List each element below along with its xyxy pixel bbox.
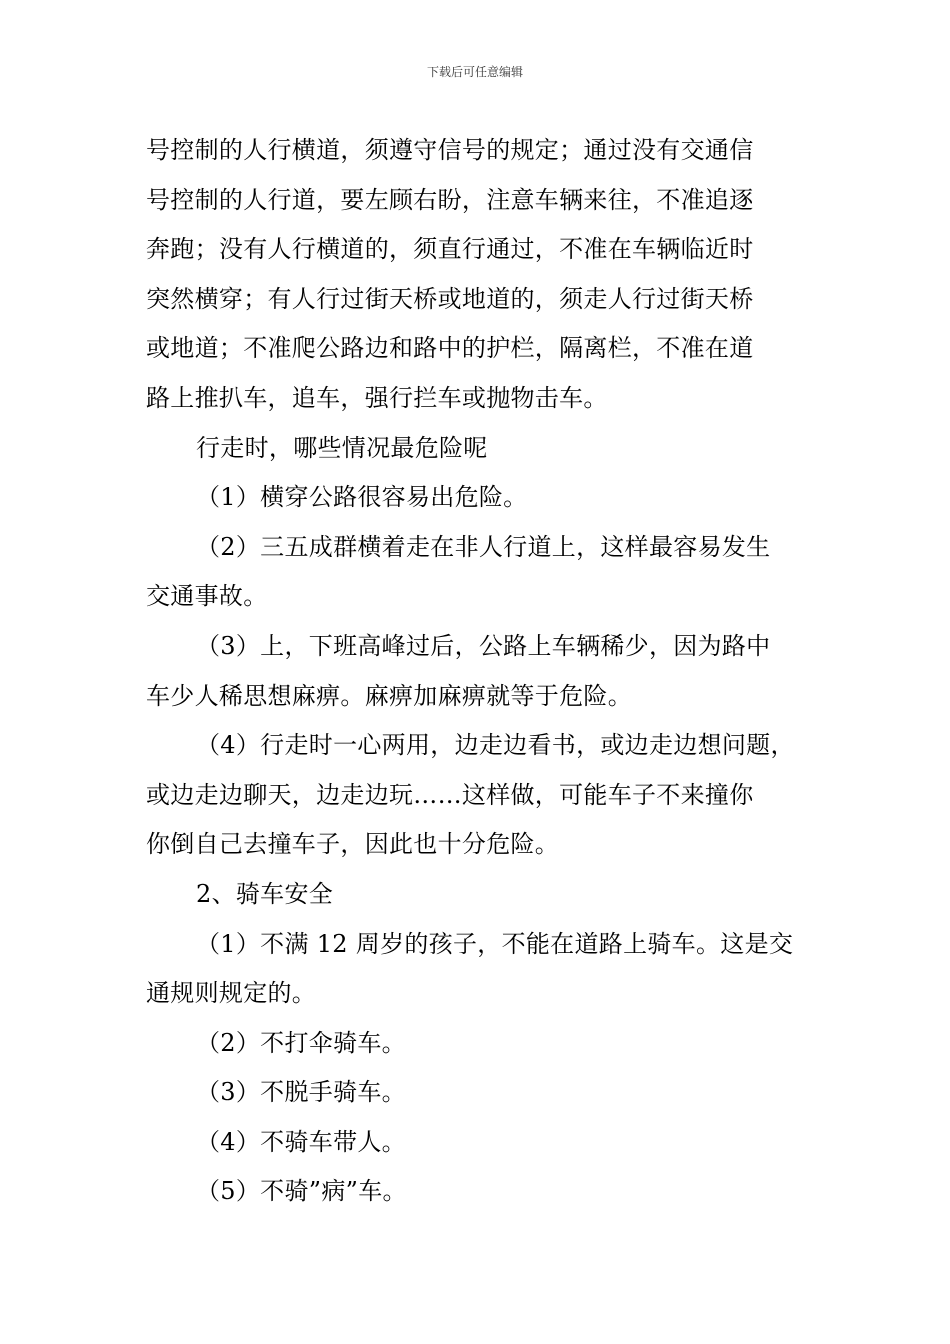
document-body bbox=[146, 126, 836, 1217]
text-line: （2）三五成群横着走在非人行道上，这样最容易发生 bbox=[196, 532, 771, 561]
text-line: （1）不满 12 周岁的孩子，不能在道路上骑车。这是交 bbox=[196, 929, 794, 958]
text-line: （1）横穿公路很容易出危险。 bbox=[196, 483, 528, 512]
paragraph-pedestrian-rules bbox=[146, 126, 836, 424]
text-line: （5）不骑”病”车。 bbox=[196, 1177, 407, 1206]
text-line: （3）上，下班高峰过后，公路上车辆稀少，因为路中 bbox=[196, 631, 771, 660]
text-line: 通规则规定的。 bbox=[146, 979, 317, 1008]
paragraph-danger-question bbox=[146, 424, 836, 474]
text-line: 号控制的人行道，要左顾右盼，注意车辆来往，不准追逐 bbox=[146, 185, 754, 214]
cycling-item-2 bbox=[146, 1019, 836, 1069]
cycling-item-5 bbox=[146, 1167, 836, 1217]
page-header: 下载后可任意编辑 bbox=[426, 65, 523, 79]
text-line: 交通事故。 bbox=[146, 582, 268, 611]
list-item-3 bbox=[146, 622, 836, 721]
text-line: 号控制的人行横道，须遵守信号的规定；通过没有交通信 bbox=[146, 136, 754, 164]
text-line: （4）行走时一心两用，边走边看书，或边走边想问题， bbox=[196, 731, 795, 760]
cycling-item-1 bbox=[146, 920, 836, 1019]
text-line: 路上推扒车，追车，强行拦车或抛物击车。 bbox=[146, 383, 608, 412]
list-item-4 bbox=[146, 721, 836, 870]
text-line: 2、骑车安全 bbox=[196, 879, 334, 908]
text-line: 或地道；不准爬公路边和路中的护栏，隔离栏，不准在道 bbox=[146, 334, 754, 363]
text-line: （3）不脱手骑车。 bbox=[196, 1078, 406, 1107]
section-heading-cycling-safety bbox=[146, 870, 836, 920]
text-line: 奔跑；没有人行横道的，须直行通过，不准在车辆临近时 bbox=[146, 235, 754, 264]
text-line: 或边走边聊天，边走边玩……这样做，可能车子不来撞你 bbox=[146, 780, 754, 809]
list-item-1 bbox=[146, 473, 836, 523]
text-line: 车少人稀思想麻痹。麻痹加麻痹就等于危险。 bbox=[146, 681, 632, 710]
text-line: 突然横穿；有人行过街天桥或地道的，须走人行过街天桥 bbox=[146, 284, 754, 313]
cycling-item-4 bbox=[146, 1118, 836, 1168]
text-line: 行走时，哪些情况最危险呢 bbox=[196, 433, 488, 462]
list-item-2 bbox=[146, 523, 836, 622]
text-line: 你倒自己去撞车子，因此也十分危险。 bbox=[146, 830, 560, 859]
text-line: （2）不打伞骑车。 bbox=[196, 1028, 406, 1057]
text-line: （4）不骑车带人。 bbox=[196, 1127, 406, 1156]
cycling-item-3 bbox=[146, 1068, 836, 1118]
